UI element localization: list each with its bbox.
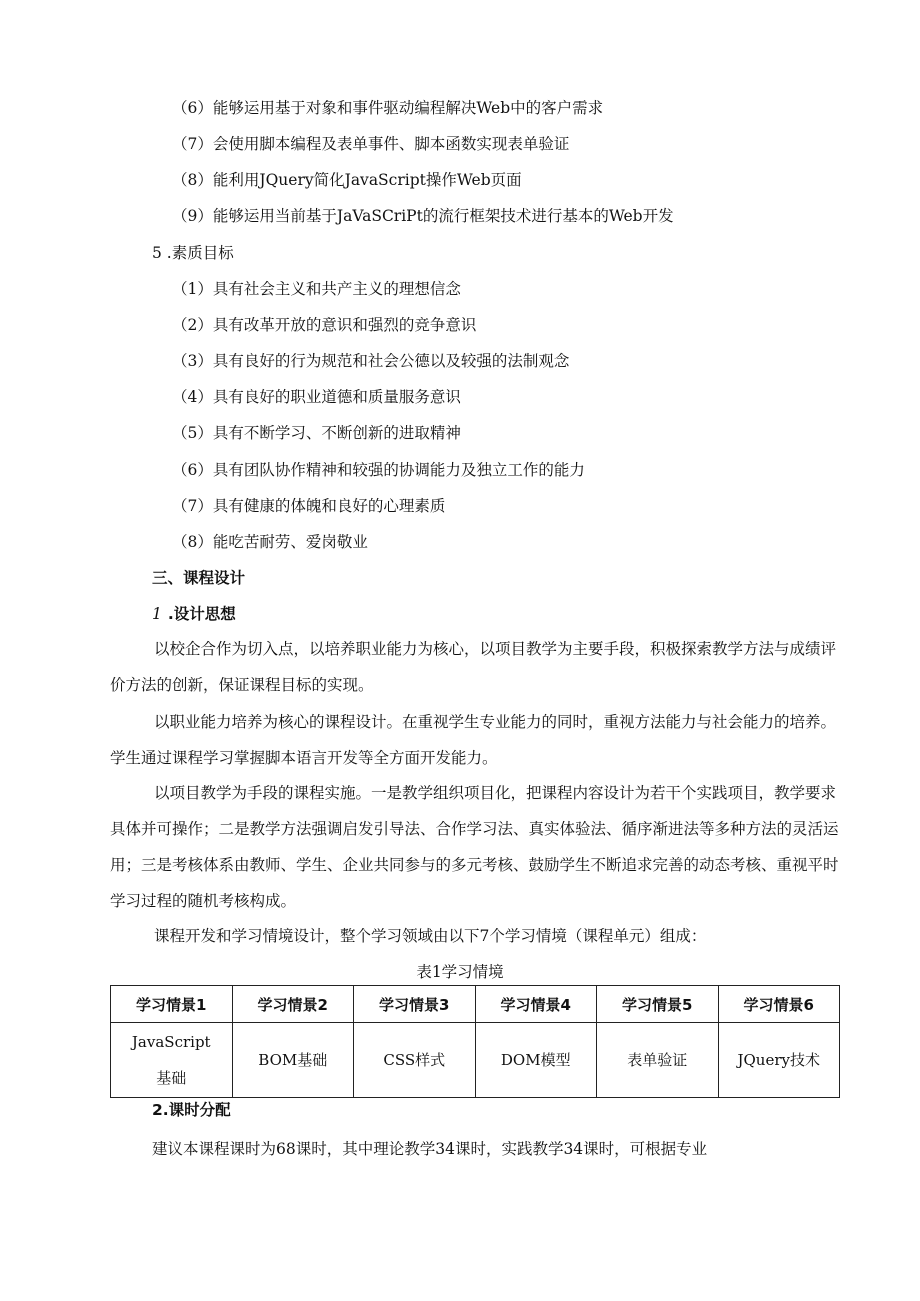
ability-item: （8）能利用JQuery简化JavaScript操作Web页面 — [172, 171, 522, 189]
table-cell: JavaScript基础 — [111, 1023, 233, 1098]
body-paragraph: 建议本课程课时为68课时，其中理论教学34课时，实践教学34课时，可根据专业 — [152, 1140, 708, 1158]
quality-item: （5）具有不断学习、不断创新的进取精神 — [172, 424, 461, 442]
table-cell: JQuery技术 — [718, 1023, 840, 1098]
ability-item: （7）会使用脚本编程及表单事件、脚本函数实现表单验证 — [172, 135, 570, 153]
body-paragraph: 以职业能力培养为核心的课程设计。在重视学生专业能力的同时，重视方法能力与社会能力的培养。学生通过课程学习掌握脚本语言开发等全方面开发能力。 — [110, 713, 837, 767]
quality-item: （3）具有良好的行为规范和社会公德以及较强的法制观念 — [172, 352, 570, 370]
body-paragraph: 课程开发和学习情境设计，整个学习领域由以下7个学习情境（课程单元）组成： — [154, 927, 707, 945]
body-paragraph: 以项目教学为手段的课程实施。一是教学组织项目化，把课程内容设计为若干个实践项目，教学要求具体并可操作；二是教学方法强调启发引导法、合作学习法、真实体验法、循序渐进法等多种方法的灵活运用；三是考核体系由教师、学生、企业共同参与的多元考核、鼓励学生不断追求完善的动态考核、重视平时学习过程的随机考核构成。 — [110, 784, 839, 910]
section-title: 三、课程设计 — [152, 569, 246, 587]
body-paragraph: 以校企合作为切入点，以培养职业能力为核心，以项目教学为主要手段，积极探索教学方法与成绩评价方法的创新，保证课程目标的实现。 — [110, 640, 837, 694]
table-header-cell: 学习情景6 — [718, 986, 840, 1023]
table-header-cell: 学习情景1 — [111, 986, 233, 1023]
subsection-number: 1 — [152, 605, 162, 623]
ability-item: （6）能够运用基于对象和事件驱动编程解决Web中的客户需求 — [172, 99, 604, 117]
table-row — [111, 1023, 840, 1098]
table-cell: BOM基础 — [232, 1023, 354, 1098]
table-cell: 表单验证 — [597, 1023, 719, 1098]
quality-item: （1）具有社会主义和共产主义的理想信念 — [172, 280, 461, 298]
table-caption: 表1学习情境 — [416, 963, 504, 981]
table-header-cell: 学习情景3 — [354, 986, 476, 1023]
table-header-row — [111, 986, 840, 1023]
quality-item: （7）具有健康的体魄和良好的心理素质 — [172, 497, 446, 515]
table-header-cell: 学习情景4 — [475, 986, 597, 1023]
table-header-cell: 学习情景2 — [232, 986, 354, 1023]
table-header-cell: 学习情景5 — [597, 986, 719, 1023]
quality-item: （8）能吃苦耐劳、爱岗敬业 — [172, 533, 368, 551]
table-cell: DOM模型 — [475, 1023, 597, 1098]
learning-context-table — [110, 985, 840, 1098]
subsection-title — [152, 604, 236, 624]
subsection-label: .设计思想 — [167, 605, 236, 623]
quality-item: （6）具有团队协作精神和较强的协调能力及独立工作的能力 — [172, 461, 585, 479]
quality-heading: 5 .素质目标 — [152, 244, 234, 262]
table-cell: CSS样式 — [354, 1023, 476, 1098]
quality-item: （4）具有良好的职业道德和质量服务意识 — [172, 388, 461, 406]
section-title: 2.课时分配 — [152, 1101, 231, 1119]
quality-item: （2）具有改革开放的意识和强烈的竞争意识 — [172, 316, 477, 334]
ability-item: （9）能够运用当前基于JaVaSCriPt的流行框架技术进行基本的Web开发 — [172, 207, 674, 225]
